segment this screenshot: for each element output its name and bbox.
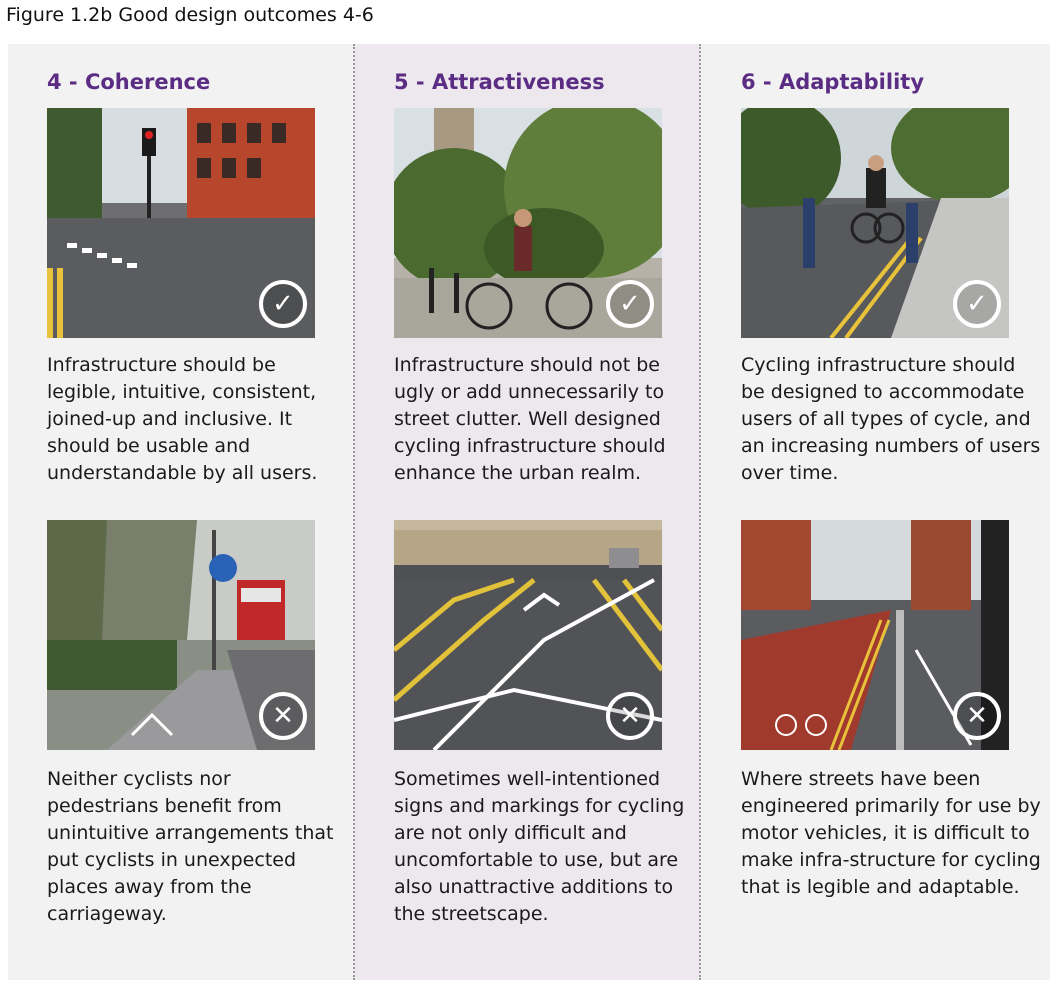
photo-attractiveness-bad — [394, 520, 662, 750]
photo-attractiveness-good — [394, 108, 662, 338]
cross-circle-icon: ✕ — [606, 692, 654, 740]
photo-coherence-bad — [47, 520, 315, 750]
cross-circle-icon: ✕ — [953, 692, 1001, 740]
description-coherence-bad: Neither cyclists nor pedestrians benefit from unintuitive arrangements that put cyclists in unexpected places away from the carriageway. — [47, 768, 334, 925]
photo-adaptability-good — [741, 108, 1009, 338]
description-adaptability-good: Cycling infrastructure should be designed to accommodate users of all types of cycle, and an increasing numbers of users over time. — [741, 354, 1041, 484]
check-circle-icon: ✓ — [953, 280, 1001, 328]
description-adaptability-bad: Where streets have been engineered primarily for use by motor vehicles, it is difficult to make infra-structure for cycling that is legible and adaptable. — [741, 768, 1041, 898]
figure-title: Figure 1.2b Good design outcomes 4-6 — [6, 4, 374, 26]
divider — [353, 44, 355, 980]
check-circle-icon: ✓ — [259, 280, 307, 328]
photo-coherence-good — [47, 108, 315, 338]
photo-adaptability-bad — [741, 520, 1009, 750]
description-coherence-good: Infrastructure should be legible, intuitive, consistent, joined-up and inclusive. It should be usable and understandable by all users. — [47, 354, 318, 484]
description-attractiveness-bad: Sometimes well-intentioned signs and markings for cycling are not only difficult and uncomfortable to use, but are also unattractive additions to the streetscape. — [394, 768, 685, 925]
divider — [699, 44, 701, 980]
heading-adaptability: 6 - Adaptability — [741, 70, 925, 94]
check-circle-icon: ✓ — [606, 280, 654, 328]
cross-circle-icon: ✕ — [259, 692, 307, 740]
description-attractiveness-good: Infrastructure should not be ugly or add unnecessarily to street clutter. Well designed cycling infrastructure should enhance the urban realm. — [394, 354, 666, 484]
heading-coherence: 4 - Coherence — [47, 70, 211, 94]
heading-attractiveness: 5 - Attractiveness — [394, 70, 605, 94]
